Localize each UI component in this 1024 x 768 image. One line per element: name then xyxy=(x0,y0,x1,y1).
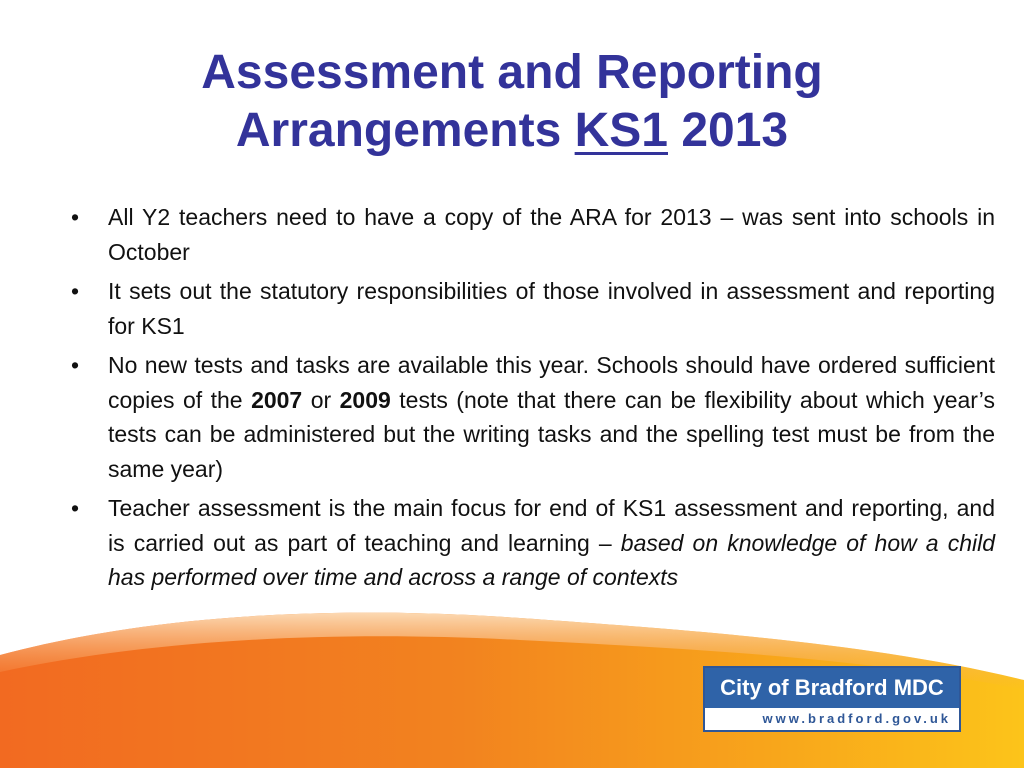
bullet-text-part: No new tests and tasks are available this year. Schools should have ordered sufficient copies of the xyxy=(108,352,995,413)
bullet-item xyxy=(68,348,995,486)
bullet-text: All Y2 teachers need to have a copy of the ARA for 2013 – was sent into schools in October xyxy=(108,204,995,265)
bullet-text: It sets out the statutory responsibilities of those involved in assessment and reporting for KS1 xyxy=(108,278,995,339)
title-line-2-prefix: Arrangements xyxy=(235,104,575,157)
bullet-item xyxy=(68,491,995,595)
bullet-dot: • xyxy=(71,204,80,230)
title-line-1: Assessment and Reporting xyxy=(201,46,823,99)
bullet-text-part: or xyxy=(302,386,340,413)
slide-title xyxy=(0,44,1024,160)
title-ks1: KS1 xyxy=(574,104,668,157)
bullet-bold-year: 2007 xyxy=(251,386,303,413)
bullet-item xyxy=(68,200,995,269)
bullet-dot: • xyxy=(71,278,80,304)
title-year: 2013 xyxy=(668,104,789,157)
logo-url: www.bradford.gov.uk xyxy=(762,711,951,726)
bullet-dot: • xyxy=(71,352,80,378)
bullet-text xyxy=(108,495,995,590)
bullet-italic-text: based on knowledge of how a child has performed over time and across a range of contexts xyxy=(108,529,995,590)
bullet-list xyxy=(68,200,995,600)
logo-name: City of Bradford MDC xyxy=(705,668,959,708)
bullet-text xyxy=(108,352,995,482)
bullet-dot: • xyxy=(71,495,80,521)
bullet-text-part: tests (note that there can be flexibility about which year’s tests can be administered but the writing tasks and the spelling test must be from the same year) xyxy=(108,386,996,482)
bullet-item xyxy=(68,274,995,343)
bullet-bold-year: 2009 xyxy=(339,386,391,413)
bullet-text-part: Teacher assessment is the main focus for end of KS1 assessment and reporting, and is carried out as part of teaching and learning – xyxy=(108,495,995,556)
bradford-logo xyxy=(703,666,961,732)
